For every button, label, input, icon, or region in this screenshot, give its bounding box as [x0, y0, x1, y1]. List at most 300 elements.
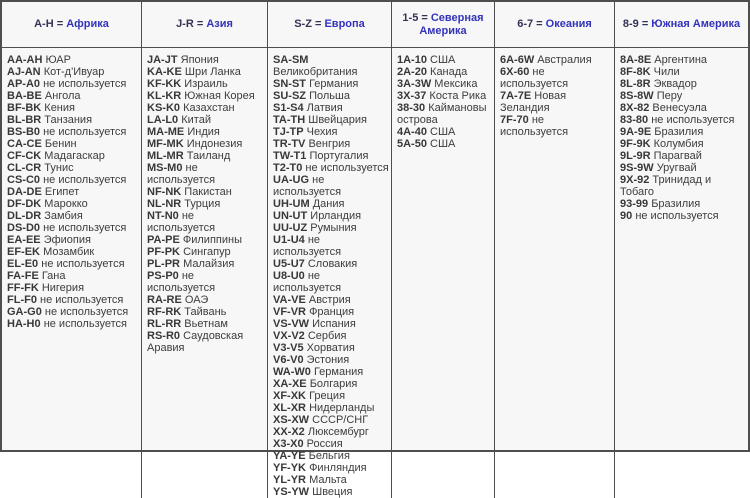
country-name: Швейцария — [308, 114, 367, 126]
country-name: Марокко — [44, 198, 88, 210]
country-name: Россия — [306, 438, 343, 450]
code-range: 90 — [620, 210, 633, 222]
code-range: YF-YK — [273, 462, 306, 474]
country-name: не используется — [635, 210, 719, 222]
code-range: S1-S4 — [273, 102, 304, 114]
code-entry — [147, 270, 265, 294]
country-name: Венесуэла — [652, 102, 707, 114]
code-entry — [273, 330, 389, 342]
code-range: MA-ME — [147, 126, 185, 138]
column-header-range: 8-9 = — [622, 18, 652, 30]
column-body — [142, 48, 267, 498]
country-name: Япония — [180, 54, 219, 66]
country-name: Германия — [309, 78, 359, 90]
country-name: Великобритания — [273, 66, 358, 78]
code-entry — [7, 78, 139, 90]
country-name: Эфиопия — [43, 234, 91, 246]
code-entry — [273, 150, 389, 162]
code-entry — [147, 330, 265, 354]
code-range: 6X-60 — [500, 66, 530, 78]
code-range: 4A-40 — [397, 126, 427, 138]
code-range: PA-PE — [147, 234, 180, 246]
code-entry — [620, 162, 746, 174]
country-name: Венгрия — [308, 138, 351, 150]
code-entry — [273, 318, 389, 330]
code-entry — [7, 306, 139, 318]
code-entry — [620, 66, 746, 78]
code-entry — [273, 126, 389, 138]
code-range: 93-99 — [620, 198, 649, 210]
code-entry — [273, 78, 389, 90]
code-entry — [7, 198, 139, 210]
code-range: 8A-8E — [620, 54, 652, 66]
code-entry — [620, 78, 746, 90]
country-name: не используется — [43, 174, 127, 186]
code-entry — [500, 90, 612, 114]
code-range: VS-VW — [273, 318, 310, 330]
code-entry — [273, 402, 389, 414]
code-entry — [147, 210, 265, 234]
code-entry — [7, 162, 139, 174]
code-range: UN-UT — [273, 210, 308, 222]
table-column — [268, 2, 392, 498]
country-name: не используется — [41, 258, 125, 270]
country-name: не используется — [500, 114, 569, 138]
code-entry — [147, 162, 265, 186]
country-name: Польша — [309, 90, 350, 102]
country-name: Индонезия — [186, 138, 243, 150]
country-name: Тринидад и Тобаго — [620, 174, 712, 198]
code-entry — [620, 54, 746, 66]
country-name: не используется — [500, 66, 569, 90]
code-entry — [273, 306, 389, 318]
code-range: WA-W0 — [273, 366, 311, 378]
code-entry — [147, 318, 265, 330]
column-header-range: A-H = — [34, 18, 67, 30]
code-range: U8-U0 — [273, 270, 305, 282]
code-range: NF-NK — [147, 186, 182, 198]
country-name: Латвия — [306, 102, 343, 114]
column-header-range: 1-5 = — [402, 11, 431, 24]
code-range: EL-E0 — [7, 258, 39, 270]
country-name: Южная Корея — [184, 90, 255, 102]
code-entry — [147, 126, 265, 138]
country-name: Мексика — [434, 78, 478, 90]
code-range: BS-B0 — [7, 126, 41, 138]
country-name: СССР/СНГ — [312, 414, 369, 426]
code-range: 8F-8K — [620, 66, 651, 78]
country-name: не используется — [273, 270, 342, 294]
column-header-region: Европа — [324, 18, 365, 30]
code-entry — [273, 54, 389, 78]
code-range: KA-KE — [147, 66, 182, 78]
code-range: BL-BR — [7, 114, 42, 126]
country-name: Румыния — [310, 222, 357, 234]
country-name: Египет — [44, 186, 80, 198]
country-name: Финляндия — [309, 462, 367, 474]
code-entry — [273, 114, 389, 126]
code-range: GA-G0 — [7, 306, 42, 318]
column-body — [2, 48, 141, 498]
code-entry — [620, 198, 746, 210]
country-name: не используется — [43, 318, 127, 330]
country-name: Бразилия — [651, 198, 701, 210]
country-name: Турция — [184, 198, 221, 210]
code-entry — [7, 258, 139, 270]
code-entry — [273, 390, 389, 402]
code-range: 3A-3W — [397, 78, 432, 90]
code-range: 2A-20 — [397, 66, 427, 78]
code-range: KF-KK — [147, 78, 182, 90]
country-name: не используется — [147, 270, 216, 294]
column-header-range: 6-7 = — [517, 18, 546, 30]
country-name: Танзания — [44, 114, 93, 126]
code-entry — [620, 102, 746, 114]
code-range: DS-D0 — [7, 222, 41, 234]
code-range: PF-PK — [147, 246, 180, 258]
code-range: AP-A0 — [7, 78, 41, 90]
code-range: TA-TH — [273, 114, 306, 126]
code-range: AJ-AN — [7, 66, 41, 78]
code-entry — [397, 126, 492, 138]
country-name: Бельгия — [308, 450, 350, 462]
country-name: Кот-д'Ивуар — [43, 66, 105, 78]
code-range: MF-MK — [147, 138, 184, 150]
code-entry — [7, 246, 139, 258]
column-header — [392, 2, 494, 48]
code-entry — [273, 414, 389, 426]
code-entry — [397, 90, 492, 102]
code-entry — [147, 102, 265, 114]
country-name: Люксембург — [307, 426, 369, 438]
column-header-region: Азия — [206, 18, 233, 30]
column-header-region: Северная Америка — [419, 11, 484, 37]
code-entry — [7, 210, 139, 222]
code-range: PS-P0 — [147, 270, 179, 282]
code-entry — [620, 150, 746, 162]
code-range: YL-YR — [273, 474, 306, 486]
code-range: U1-U4 — [273, 234, 305, 246]
country-name: Австралия — [537, 54, 592, 66]
table-column — [392, 2, 495, 498]
code-range: V6-V0 — [273, 354, 304, 366]
country-name: Малайзия — [183, 258, 235, 270]
code-entry — [147, 150, 265, 162]
column-header — [268, 2, 391, 48]
code-range: YA-YE — [273, 450, 306, 462]
country-name: Гана — [41, 270, 66, 282]
country-name: Нигерия — [41, 282, 85, 294]
code-entry — [147, 306, 265, 318]
code-range: 1A-10 — [397, 54, 427, 66]
code-range: PL-PR — [147, 258, 180, 270]
code-range: MS-M0 — [147, 162, 183, 174]
country-name: Пакистан — [184, 186, 232, 198]
code-entry — [273, 270, 389, 294]
code-range: 3X-37 — [397, 90, 427, 102]
country-name: Нидерланды — [309, 402, 375, 414]
code-range: VA-VE — [273, 294, 306, 306]
country-name: Хорватия — [306, 342, 355, 354]
code-range: XX-X2 — [273, 426, 305, 438]
code-entry — [7, 174, 139, 186]
code-range: RF-RK — [147, 306, 182, 318]
table-column — [2, 2, 142, 498]
column-header-region: Африка — [66, 18, 109, 30]
code-range: XL-XR — [273, 402, 306, 414]
column-header-text — [176, 18, 233, 31]
code-range: X3-X0 — [273, 438, 304, 450]
table-column — [142, 2, 268, 498]
country-name: не используется — [44, 306, 129, 318]
code-range: V3-V5 — [273, 342, 304, 354]
code-entry — [7, 282, 139, 294]
country-name: ОАЭ — [184, 294, 209, 306]
code-range: DL-DR — [7, 210, 42, 222]
code-entry — [273, 162, 389, 174]
code-range: CA-CE — [7, 138, 42, 150]
country-name: Колумбия — [653, 138, 704, 150]
code-entry — [273, 450, 389, 462]
country-name: Сингапур — [183, 246, 231, 258]
code-range: SU-SZ — [273, 90, 306, 102]
code-entry — [620, 138, 746, 150]
code-range: 8X-82 — [620, 102, 650, 114]
column-header-range: J-R = — [176, 18, 207, 30]
code-range: VF-VR — [273, 306, 306, 318]
code-range: ML-MR — [147, 150, 184, 162]
country-name: Чехия — [306, 126, 338, 138]
code-entry — [147, 246, 265, 258]
country-name: Каймановы острова — [397, 102, 487, 126]
code-entry — [620, 210, 746, 222]
country-name: Португалия — [309, 150, 369, 162]
code-range: JA-JT — [147, 54, 178, 66]
country-name: Мозамбик — [43, 246, 95, 258]
country-name: Китай — [181, 114, 211, 126]
code-entry — [7, 294, 139, 306]
code-range: BA-BE — [7, 90, 42, 102]
code-range: FF-FK — [7, 282, 39, 294]
code-entry — [397, 138, 492, 150]
country-name: не используется — [43, 126, 127, 138]
code-range: LA-L0 — [147, 114, 179, 126]
code-range: U5-U7 — [273, 258, 305, 270]
code-range: UH-UM — [273, 198, 310, 210]
country-name: Болгария — [309, 378, 358, 390]
country-name: не используется — [43, 78, 127, 90]
country-name: Бенин — [44, 138, 77, 150]
code-entry — [7, 234, 139, 246]
country-name: Вьетнам — [184, 318, 228, 330]
code-entry — [147, 198, 265, 210]
code-entry — [273, 234, 389, 258]
code-range: VX-V2 — [273, 330, 305, 342]
code-range: T2-T0 — [273, 162, 303, 174]
code-entry — [273, 294, 389, 306]
code-range: CF-CK — [7, 150, 42, 162]
code-range: NT-N0 — [147, 210, 179, 222]
code-range: 7A-7E — [500, 90, 532, 102]
code-entry — [620, 90, 746, 102]
code-entry — [7, 150, 139, 162]
country-name: Саудовская Аравия — [147, 330, 244, 354]
code-range: 7F-70 — [500, 114, 529, 126]
code-entry — [273, 474, 389, 486]
column-header-text — [294, 18, 365, 31]
country-name: Уругвай — [656, 162, 697, 174]
code-range: DA-DE — [7, 186, 42, 198]
code-range: BF-BK — [7, 102, 42, 114]
country-name: Испания — [312, 318, 356, 330]
code-range: 9A-9E — [620, 126, 652, 138]
country-name: Бразилия — [654, 126, 704, 138]
country-name: Тайвань — [184, 306, 227, 318]
code-entry — [397, 66, 492, 78]
code-entry — [273, 438, 389, 450]
code-range: 9S-9W — [620, 162, 654, 174]
code-entry — [7, 90, 139, 102]
country-name: Мадагаскар — [44, 150, 105, 162]
country-name: США — [430, 54, 456, 66]
code-entry — [273, 486, 389, 498]
code-entry — [7, 102, 139, 114]
country-name: Шри Ланка — [184, 66, 241, 78]
table-column — [615, 2, 748, 498]
code-entry — [397, 102, 492, 126]
code-range: 8S-8W — [620, 90, 654, 102]
country-name: Аргентина — [654, 54, 708, 66]
column-body — [495, 48, 614, 498]
column-body — [268, 48, 391, 498]
code-range: TR-TV — [273, 138, 306, 150]
code-entry — [620, 174, 746, 198]
country-name: Эстония — [306, 354, 350, 366]
column-header — [142, 2, 267, 48]
code-entry — [147, 258, 265, 270]
code-entry — [273, 366, 389, 378]
country-name: Мальта — [309, 474, 347, 486]
country-name: Швеция — [312, 486, 353, 498]
code-range: YS-YW — [273, 486, 310, 498]
column-header-text — [394, 12, 492, 38]
code-range: RA-RE — [147, 294, 182, 306]
country-name: Дания — [312, 198, 345, 210]
country-name: Эквадор — [653, 78, 697, 90]
country-name: Новая Зеландия — [500, 90, 567, 114]
code-entry — [147, 138, 265, 150]
code-entry — [273, 102, 389, 114]
code-range: 9F-9K — [620, 138, 651, 150]
country-name: Филиппины — [182, 234, 242, 246]
country-name: Парагвай — [653, 150, 702, 162]
code-entry — [147, 294, 265, 306]
code-entry — [397, 78, 492, 90]
country-name: Ирландия — [310, 210, 362, 222]
column-header-range: S-Z = — [294, 18, 325, 30]
code-entry — [273, 354, 389, 366]
country-name: не используется — [43, 222, 127, 234]
country-name: Перу — [656, 90, 683, 102]
country-name: США — [430, 126, 456, 138]
country-name: США — [430, 138, 456, 150]
code-entry — [7, 54, 139, 66]
code-range: RS-R0 — [147, 330, 181, 342]
code-entry — [7, 318, 139, 330]
code-entry — [273, 378, 389, 390]
code-range: CS-C0 — [7, 174, 41, 186]
country-name: Австрия — [308, 294, 351, 306]
country-name: ЮАР — [45, 54, 71, 66]
code-entry — [7, 114, 139, 126]
code-entry — [147, 90, 265, 102]
column-body — [615, 48, 748, 498]
code-entry — [273, 90, 389, 102]
code-range: HA-H0 — [7, 318, 41, 330]
code-range: KS-K0 — [147, 102, 181, 114]
code-range: XS-XW — [273, 414, 310, 426]
code-range: AA-AH — [7, 54, 43, 66]
code-entry — [273, 258, 389, 270]
column-header-region: Океания — [545, 18, 592, 30]
code-range: SN-ST — [273, 78, 306, 90]
code-entry — [273, 138, 389, 150]
code-entry — [620, 126, 746, 138]
code-range: FL-F0 — [7, 294, 37, 306]
code-entry — [620, 114, 746, 126]
country-name: не используется — [147, 210, 216, 234]
code-range: EF-EK — [7, 246, 40, 258]
code-entry — [7, 186, 139, 198]
country-name: не используется — [305, 162, 389, 174]
code-range: TW-T1 — [273, 150, 307, 162]
country-name: не используется — [651, 114, 735, 126]
country-name: Германия — [313, 366, 364, 378]
code-entry — [500, 54, 612, 66]
country-name: не используется — [273, 174, 342, 198]
code-range: 83-80 — [620, 114, 649, 126]
code-range: FA-FE — [7, 270, 39, 282]
code-range: 8L-8R — [620, 78, 651, 90]
column-header-text — [623, 18, 740, 31]
code-range: 38-30 — [397, 102, 426, 114]
country-name: не используется — [273, 234, 342, 258]
code-range: 5A-50 — [397, 138, 427, 150]
country-name: Таиланд — [186, 150, 231, 162]
code-entry — [147, 54, 265, 66]
code-entry — [7, 138, 139, 150]
country-name: Индия — [187, 126, 220, 138]
code-entry — [147, 78, 265, 90]
code-entry — [397, 54, 492, 66]
country-name: Греция — [309, 390, 346, 402]
code-entry — [147, 186, 265, 198]
code-range: XA-XE — [273, 378, 307, 390]
code-entry — [273, 426, 389, 438]
country-name: Израиль — [184, 78, 228, 90]
country-name: Франция — [309, 306, 355, 318]
code-range: NL-NR — [147, 198, 182, 210]
column-header-text — [34, 18, 109, 31]
code-range: EA-EE — [7, 234, 41, 246]
country-name: Кения — [44, 102, 75, 114]
country-name: Ангола — [44, 90, 81, 102]
code-range: 6A-6W — [500, 54, 535, 66]
code-entry — [500, 114, 612, 138]
code-entry — [7, 66, 139, 78]
code-range: TJ-TP — [273, 126, 304, 138]
column-header-region: Южная Америка — [651, 18, 741, 30]
